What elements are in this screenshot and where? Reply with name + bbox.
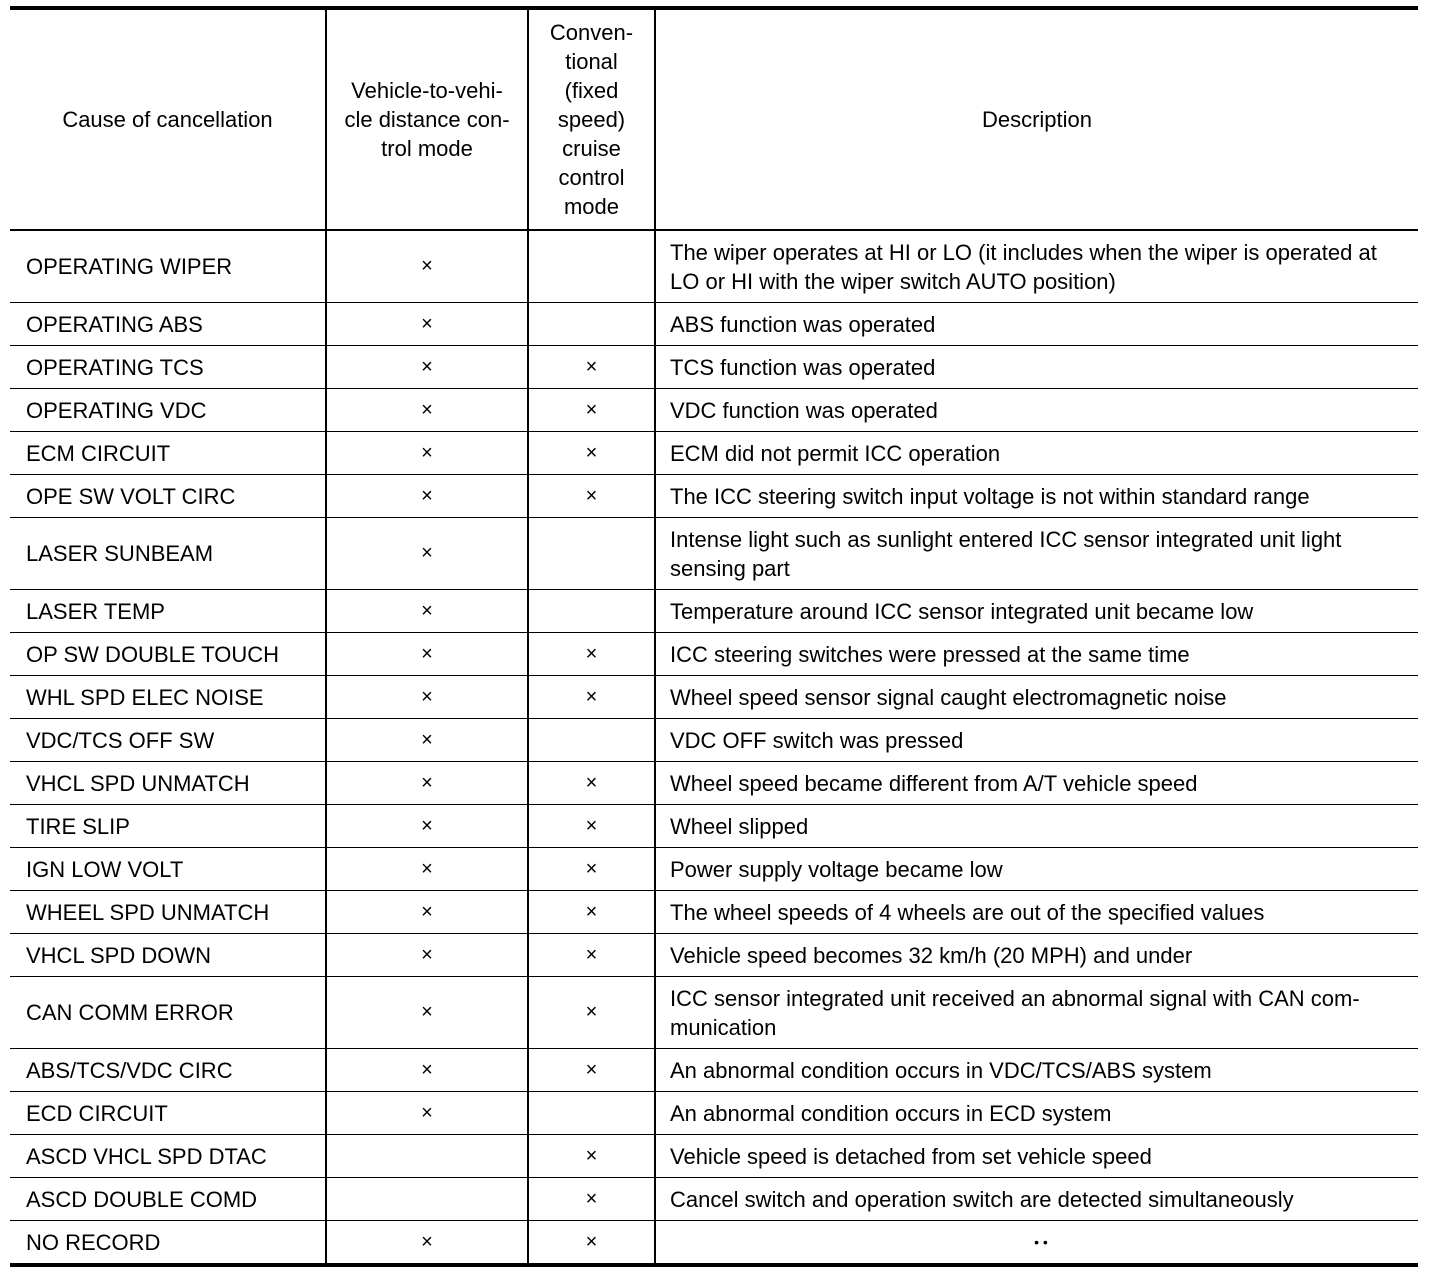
conventional-mode-mark: × [528, 805, 655, 848]
conventional-mode-mark: × [528, 432, 655, 475]
cause-cell: ABS/TCS/VDC CIRC [10, 1049, 326, 1092]
table-row [10, 303, 1418, 346]
table-row [10, 590, 1418, 633]
conventional-mode-mark [528, 518, 655, 590]
description-cell: ABS function was operated [655, 303, 1418, 346]
distance-mode-mark: × [326, 805, 528, 848]
table-row [10, 676, 1418, 719]
conventional-mode-mark: × [528, 762, 655, 805]
table-row [10, 719, 1418, 762]
description-cell: VDC OFF switch was pressed [655, 719, 1418, 762]
distance-mode-mark: × [326, 977, 528, 1049]
table-row [10, 1135, 1418, 1178]
description-cell: ICC steering switches were pressed at the same time [655, 633, 1418, 676]
header-row [10, 8, 1418, 230]
description-cell: Cancel switch and operation switch are detected simultaneously [655, 1178, 1418, 1221]
cause-cell: VDC/TCS OFF SW [10, 719, 326, 762]
cause-cell: IGN LOW VOLT [10, 848, 326, 891]
description-cell: The wheel speeds of 4 wheels are out of the specified values [655, 891, 1418, 934]
distance-mode-mark: × [326, 346, 528, 389]
cause-cell: OPERATING ABS [10, 303, 326, 346]
distance-mode-mark: × [326, 1221, 528, 1266]
conventional-mode-mark [528, 1092, 655, 1135]
table-row [10, 432, 1418, 475]
header-conventional-cruise-mode: Conven- tional (fixed speed) cruise control mode [528, 8, 655, 230]
conventional-mode-mark [528, 303, 655, 346]
header-description: Description [655, 8, 1418, 230]
description-cell: Vehicle speed is detached from set vehicle speed [655, 1135, 1418, 1178]
distance-mode-mark: × [326, 676, 528, 719]
description-cell: ICC sensor integrated unit received an abnormal signal with CAN com-munication [655, 977, 1418, 1049]
table-row [10, 1092, 1418, 1135]
header-distance-control-mode: Vehicle-to-vehi- cle distance con- trol mode [326, 8, 528, 230]
conventional-mode-mark: × [528, 848, 655, 891]
conventional-mode-mark: × [528, 977, 655, 1049]
cause-cell: OP SW DOUBLE TOUCH [10, 633, 326, 676]
cause-cell: OPERATING TCS [10, 346, 326, 389]
cause-cell: NO RECORD [10, 1221, 326, 1266]
table-row [10, 891, 1418, 934]
conventional-mode-mark: × [528, 475, 655, 518]
distance-mode-mark: × [326, 848, 528, 891]
description-cell: ECM did not permit ICC operation [655, 432, 1418, 475]
cause-cell: VHCL SPD DOWN [10, 934, 326, 977]
table-row [10, 1221, 1418, 1266]
table-row [10, 518, 1418, 590]
description-cell: Wheel speed sensor signal caught electromagnetic noise [655, 676, 1418, 719]
distance-mode-mark [326, 1178, 528, 1221]
table-row [10, 389, 1418, 432]
cause-cell: OPERATING WIPER [10, 230, 326, 303]
table-row [10, 934, 1418, 977]
description-cell: Vehicle speed becomes 32 km/h (20 MPH) and under [655, 934, 1418, 977]
distance-mode-mark: × [326, 432, 528, 475]
distance-mode-mark: × [326, 303, 528, 346]
cancellation-cause-table-wrapper [10, 6, 1418, 1267]
description-cell: The ICC steering switch input voltage is not within standard range [655, 475, 1418, 518]
cancellation-cause-table [10, 6, 1418, 1267]
conventional-mode-mark: × [528, 633, 655, 676]
description-cell: The wiper operates at HI or LO (it includes when the wiper is operated at LO or HI with the wiper switch AUTO position) [655, 230, 1418, 303]
table-row [10, 230, 1418, 303]
distance-mode-mark: × [326, 891, 528, 934]
cause-cell: WHL SPD ELEC NOISE [10, 676, 326, 719]
distance-mode-mark: × [326, 934, 528, 977]
cause-cell: LASER SUNBEAM [10, 518, 326, 590]
conventional-mode-mark [528, 230, 655, 303]
conventional-mode-mark: × [528, 891, 655, 934]
conventional-mode-mark [528, 590, 655, 633]
description-cell: Wheel speed became different from A/T vehicle speed [655, 762, 1418, 805]
table-row [10, 346, 1418, 389]
conventional-mode-mark: × [528, 1221, 655, 1266]
table-row [10, 977, 1418, 1049]
cause-cell: ASCD VHCL SPD DTAC [10, 1135, 326, 1178]
distance-mode-mark [326, 1135, 528, 1178]
table-row [10, 1049, 1418, 1092]
cause-cell: ASCD DOUBLE COMD [10, 1178, 326, 1221]
conventional-mode-mark [528, 719, 655, 762]
cause-cell: LASER TEMP [10, 590, 326, 633]
table-row [10, 805, 1418, 848]
description-cell: An abnormal condition occurs in ECD system [655, 1092, 1418, 1135]
distance-mode-mark: × [326, 389, 528, 432]
table-row [10, 848, 1418, 891]
conventional-mode-mark: × [528, 1135, 655, 1178]
distance-mode-mark: × [326, 475, 528, 518]
header-cause-of-cancellation: Cause of cancellation [10, 8, 326, 230]
description-cell: VDC function was operated [655, 389, 1418, 432]
table-row [10, 475, 1418, 518]
cause-cell: TIRE SLIP [10, 805, 326, 848]
conventional-mode-mark: × [528, 934, 655, 977]
table-row [10, 1178, 1418, 1221]
distance-mode-mark: × [326, 590, 528, 633]
distance-mode-mark: × [326, 1092, 528, 1135]
table-row [10, 633, 1418, 676]
distance-mode-mark: × [326, 762, 528, 805]
cause-cell: OPERATING VDC [10, 389, 326, 432]
distance-mode-mark: × [326, 230, 528, 303]
conventional-mode-mark: × [528, 389, 655, 432]
description-cell: Intense light such as sunlight entered ICC sensor integrated unit light sensing part [655, 518, 1418, 590]
distance-mode-mark: × [326, 1049, 528, 1092]
distance-mode-mark: × [326, 633, 528, 676]
conventional-mode-mark: × [528, 676, 655, 719]
cause-cell: OPE SW VOLT CIRC [10, 475, 326, 518]
table-body [10, 230, 1418, 1265]
cause-cell: WHEEL SPD UNMATCH [10, 891, 326, 934]
cause-cell: CAN COMM ERROR [10, 977, 326, 1049]
conventional-mode-mark: × [528, 1178, 655, 1221]
cause-cell: VHCL SPD UNMATCH [10, 762, 326, 805]
description-cell: Wheel slipped [655, 805, 1418, 848]
table-row [10, 762, 1418, 805]
distance-mode-mark: × [326, 518, 528, 590]
cause-cell: ECD CIRCUIT [10, 1092, 326, 1135]
conventional-mode-mark: × [528, 1049, 655, 1092]
distance-mode-mark: × [326, 719, 528, 762]
cause-cell: ECM CIRCUIT [10, 432, 326, 475]
description-cell: Power supply voltage became low [655, 848, 1418, 891]
description-cell: An abnormal condition occurs in VDC/TCS/ABS system [655, 1049, 1418, 1092]
description-cell: TCS function was operated [655, 346, 1418, 389]
conventional-mode-mark: × [528, 346, 655, 389]
description-cell: • • [655, 1221, 1418, 1266]
description-cell: Temperature around ICC sensor integrated unit became low [655, 590, 1418, 633]
